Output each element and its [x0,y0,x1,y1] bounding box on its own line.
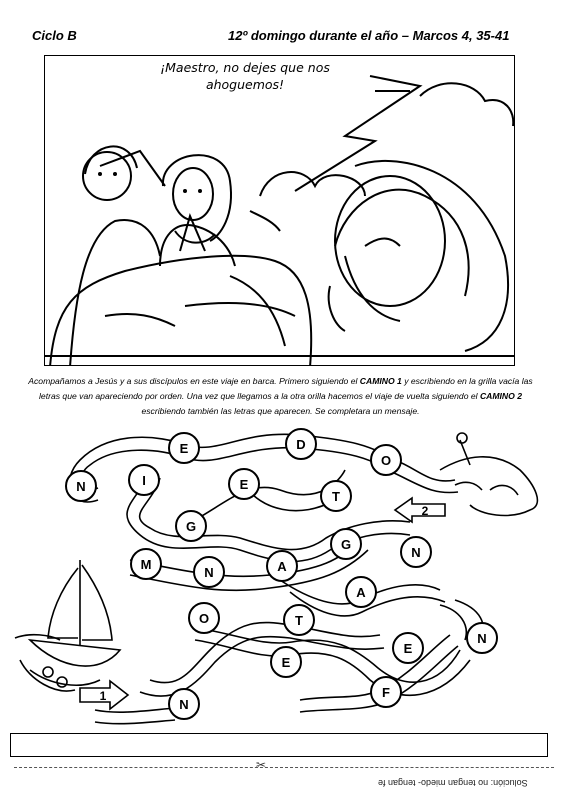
maze-letter: T [283,604,315,636]
maze-letter: D [285,428,317,460]
liturgy-reference: 12º domingo durante el año – Marcos 4, 35-41 [228,28,510,43]
speech-bubble-text: ¡Maestro, no dejes que nos ahoguemos! [160,60,330,92]
cut-line [14,767,554,768]
maze-letter: N [466,622,498,654]
maze-letter: A [345,576,377,608]
solution-text: Solución: no tengan miedo- tengan fe [378,778,528,788]
arrow-1-label: 1 [99,689,107,703]
camino-1-label: CAMINO 1 [359,376,402,386]
instructions-part-2: y escribiendo en la grilla vacía las letras que van apareciendo por orden. Una vez que llegamos a la otra orilla hacemos el viaje de vuelta siguiendo el [39,376,533,401]
answer-input-box[interactable] [10,733,548,757]
maze-letter: F [370,676,402,708]
maze-letter: O [370,444,402,476]
maze-letter: N [193,556,225,588]
maze-letter: G [175,510,207,542]
scissors-icon: ✂ [256,758,267,772]
sailboat-drawing [15,560,120,691]
instructions-part-1: Acompañamos a Jesús y a sus discípulos en este viaje en barca. Primero siguiendo el [28,376,360,386]
maze-letter: E [270,646,302,678]
storm-boat-drawing [45,56,515,366]
instructions-part-3: escribiendo también las letras que aparecen. Se completara un mensaje. [141,406,420,416]
maze-letter: M [130,548,162,580]
gospel-illustration [44,55,515,366]
maze-letter: N [400,536,432,568]
maze-letter: A [266,550,298,582]
maze-letter: E [392,632,424,664]
maze-letter: E [228,468,260,500]
maze-letter: I [128,464,160,496]
maze-letter: E [168,432,200,464]
maze-letter: T [320,480,352,512]
maze-letter: N [168,688,200,720]
maze-letter: G [330,528,362,560]
maze-letter: N [65,470,97,502]
cycle-label: Ciclo B [32,28,77,43]
arrow-2-label: 2 [421,504,429,518]
camino-2-label: CAMINO 2 [479,391,522,401]
maze-letter: O [188,602,220,634]
